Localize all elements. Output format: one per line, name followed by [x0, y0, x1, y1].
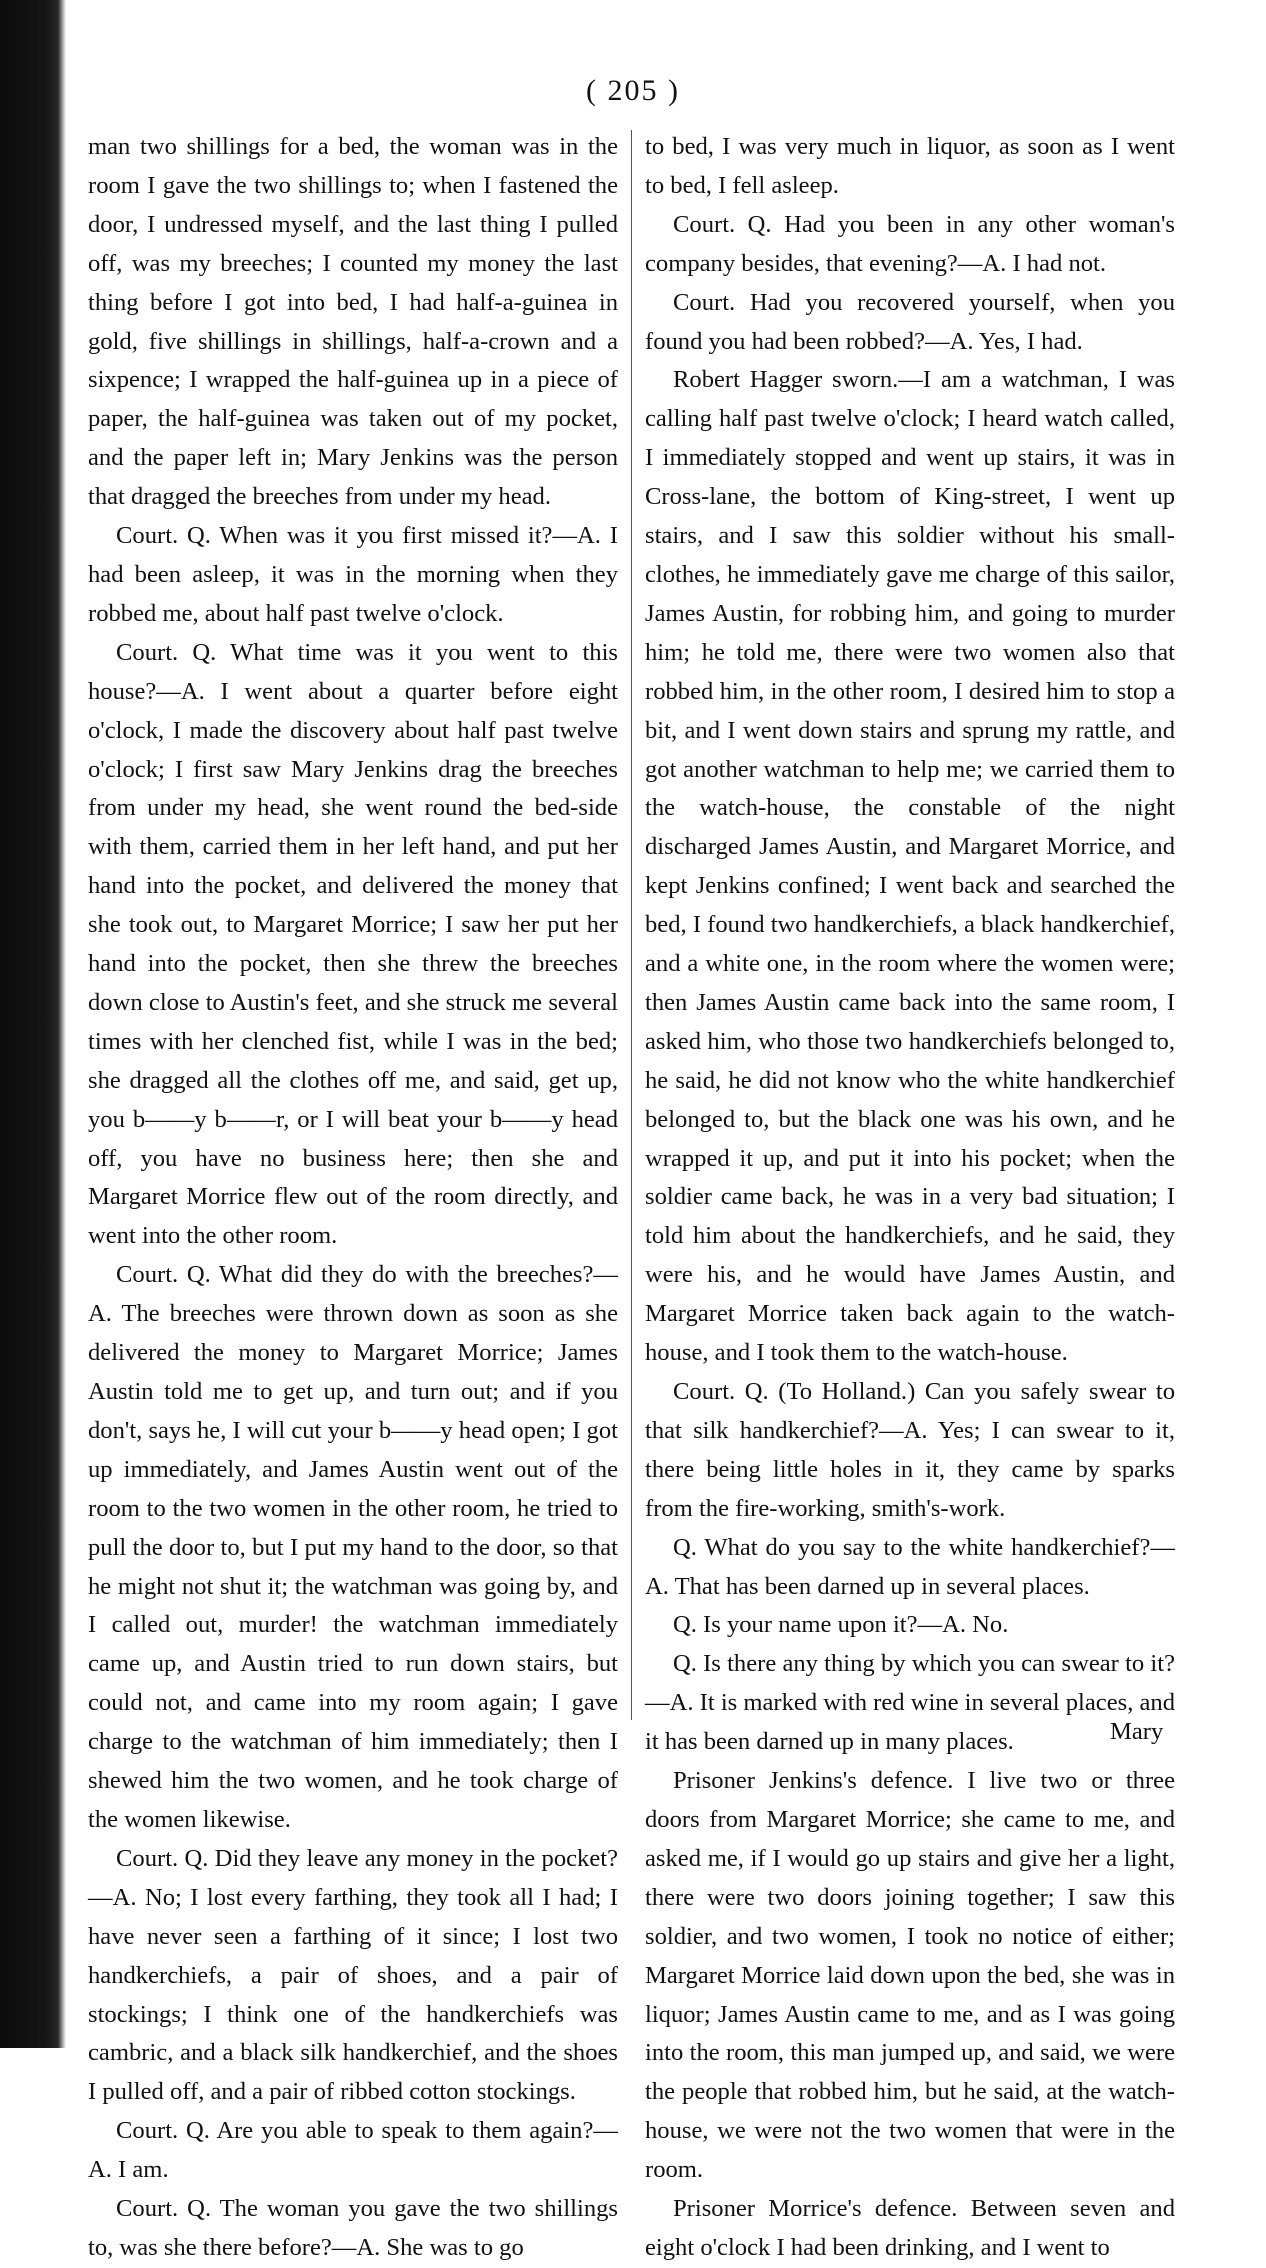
- paragraph: Court. Q. (To Holland.) Can you safely swear to that silk handkerchief?—A. Yes; I can swear to it, there being little holes in it, they came by sparks from the fire-working, smith's-work.: [645, 1378, 1175, 1522]
- paragraph: Robert Hagger sworn.—I am a watchman, I was calling half past twelve o'clock; I heard watch called, I immediately stopped and went up stairs, it was in Cross-lane, the bottom of King-street, I went up stairs, and I saw this soldier without his small-clothes, he immediately gave me charge of this sailor, James Austin, for robbing him, and going to murder him; he told me, there were two women also that robbed him, in the other room, I desired him to stop a bit, and I went down stairs and sprung my rattle, and got another watchman to help me; we carried them to the watch-house, the constable of the night discharged James Austin, and Margaret Morrice, and kept Jenkins confined; I went back and searched the bed, I found two handkerchiefs, a black handkerchief, and a white one, in the room where the women were; then James Austin came back into the same room, I asked him, who those two handkerchiefs belonged to, he said, he did not know who the white handkerchief belonged to, but the black one was his own, and he wrapped it up, and put it into his pocket; when the soldier came back, he was in a very bad situation; I told him about the handkerchiefs, and he said, they were his, and he would have James Austin, and Margaret Morrice taken back again to the watch-house, and I took them to the watch-house.: [645, 366, 1175, 1367]
- paragraph: Court. Q. Had you been in any other woman's company besides, that evening?—A. I had not.: [645, 210, 1175, 277]
- paragraph: Court. Q. Are you able to speak to them again?—A. I am.: [88, 2117, 618, 2184]
- paragraph: Court. Q. When was it you first missed it?—A. I had been asleep, it was in the morning when they robbed me, about half past twelve o'clock.: [88, 522, 618, 627]
- paragraph: Prisoner Jenkins's defence. I live two or three doors from Margaret Morrice; she came to me, and asked me, if I would go up stairs and give her a light, there were two doors joining together; I saw this soldier, and two women, I took no notice of either; Margaret Morrice laid down upon the bed, she was in liquor; James Austin came to me, and as I was going into the room, this man jumped up, and said, we were the people that robbed him, but he said, at the watch-house, we were not the two women that were in the room.: [645, 1767, 1175, 2184]
- paragraph: Q. Is there any thing by which you can swear to it?—A. It is marked with red wine in several places, and it has been darned up in many places.: [645, 1650, 1175, 1756]
- paragraph: Court. Q. What did they do with the breeches?—A. The breeches were thrown down as soon as she delivered the money to Margaret Morrice; James Austin told me to get up, and turn out; and if you don't, says he, I will cut your b——y head open; I got up immediately, and James Austin went out of the room to the two women in the other room, he tried to pull the door to, but I put my hand to the door, so that he might not shut it; the watchman was going by, and I called out, murder! the watchman immediately came up, and Austin tried to run down stairs, but could not, and came into my room again; I gave charge to the watchman of him immediately; then I shewed him the two women, and he took charge of the women likewise.: [88, 1261, 618, 1833]
- paragraph: to bed, I was very much in liquor, as soon as I went to bed, I fell asleep.: [645, 133, 1175, 199]
- paragraph: Prisoner Morrice's defence. Between seven and eight o'clock I had been drinking, and I went to: [645, 2195, 1175, 2261]
- left-column: [88, 128, 618, 2268]
- paragraph: Court. Q. Did they leave any money in the pocket?—A. No; I lost every farthing, they took all I had; I have never seen a farthing of it since; I lost two handkerchiefs, a pair of shoes, and a pair of stockings; I think one of the handkerchiefs was cambric, and a black silk handkerchief, and the shoes I pulled off, and a pair of ribbed cotton stockings.: [88, 1844, 618, 2106]
- right-column: [645, 128, 1175, 2268]
- catchword: Mary: [1110, 1718, 1164, 1745]
- paragraph: man two shillings for a bed, the woman was in the room I gave the two shillings to; when I fastened the door, I undressed myself, and the last thing I pulled off, was my breeches; I counted my money the last thing before I got into bed, I had half-a-guinea in gold, five shillings in shillings, half-a-crown and a sixpence; I wrapped the half-guinea up in a piece of paper, the half-guinea was taken out of my pocket, and the paper left in; Mary Jenkins was the person that dragged the breeches from under my head.: [88, 133, 618, 511]
- paragraph: Court. Q. The woman you gave the two shillings to, was she there before?—A. She was to go: [88, 2195, 618, 2261]
- book-spine-shadow: [0, 0, 66, 2048]
- paragraph: Court. Q. What time was it you went to this house?—A. I went about a quarter before eight o'clock, I made the discovery about half past twelve o'clock; I first saw Mary Jenkins drag the breeches from under my head, she went round the bed-side with them, carried them in her left hand, and put her hand into the pocket, and delivered the money that she took out, to Margaret Morrice; I saw her put her hand into the pocket, then she threw the breeches down close to Austin's feet, and she struck me several times with her clenched fist, while I was in the bed; she dragged all the clothes off me, and said, get up, you b——y b——r, or I will beat your b——y head off, you have no business here; then she and Margaret Morrice flew out of the room directly, and went into the other room.: [88, 638, 618, 1250]
- column-divider: [631, 130, 632, 1720]
- paragraph: Court. Had you recovered yourself, when you found you had been robbed?—A. Yes, I had.: [645, 288, 1175, 355]
- paragraph: Q. Is your name upon it?—A. No.: [673, 1611, 1009, 1639]
- page-number: ( 205 ): [586, 74, 680, 107]
- paragraph: Q. What do you say to the white handkerchief?—A. That has been darned up in several places.: [645, 1533, 1175, 1600]
